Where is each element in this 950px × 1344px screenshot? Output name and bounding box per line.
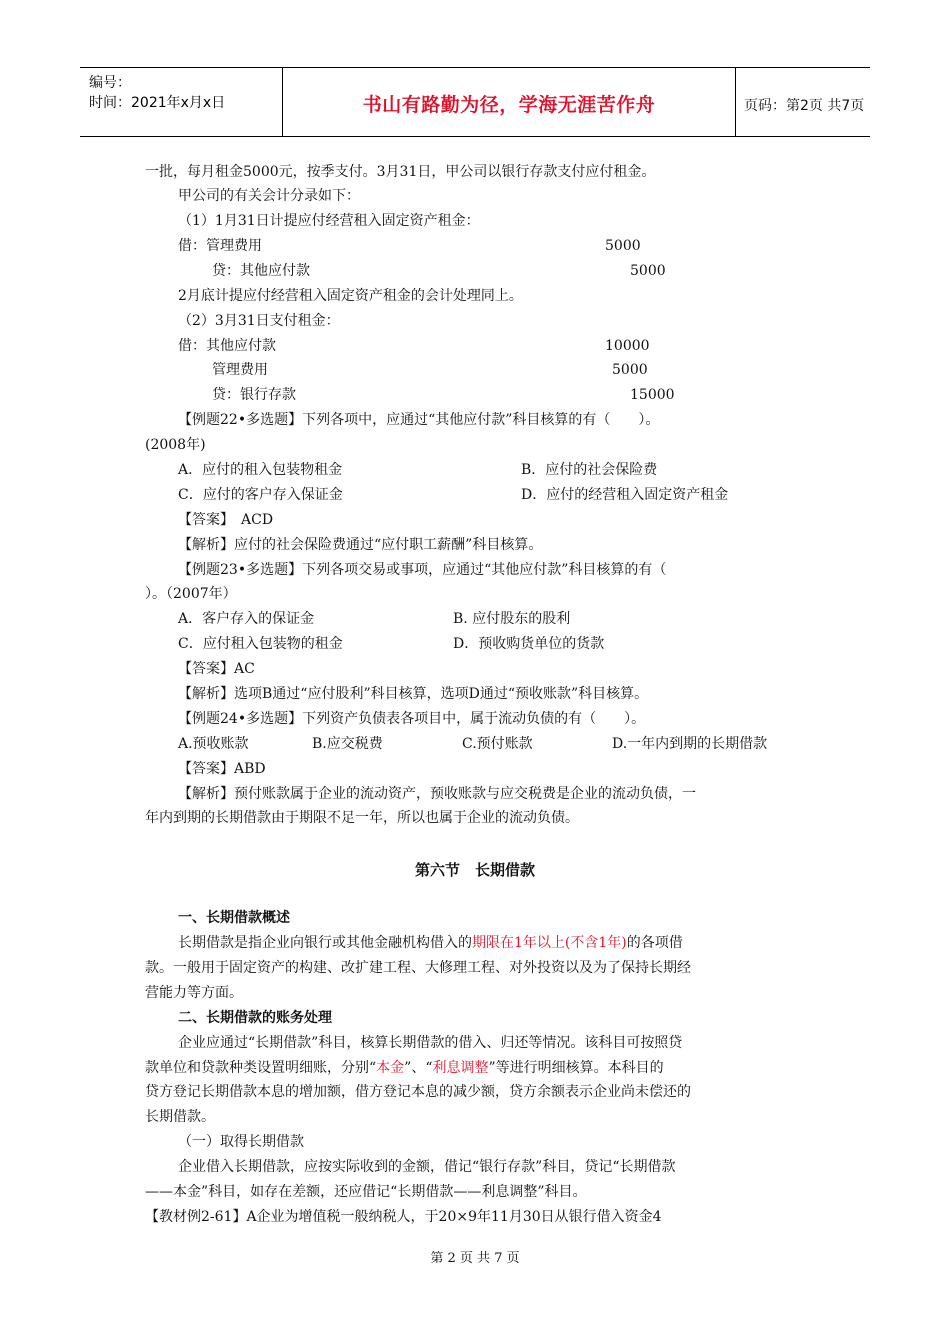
journal-credit-amount: 5000 [630, 263, 666, 279]
option-c: C.预付账款 [462, 736, 533, 752]
explanation-continued: 年内到期的长期借款由于期限不足一年，所以也属于企业的流动负债。 [145, 810, 579, 826]
option-b: B．应付的社会保险费 [521, 462, 658, 478]
answer: 【答案】 ACD [178, 512, 274, 528]
document-time-label: 时间：2021年x月x日 [89, 95, 226, 111]
document-number-label: 编号： [89, 75, 131, 91]
option-d: D．预收购货单位的货款 [453, 636, 605, 652]
body-line: 2月底计提应付经营租入固定资产租金的会计处理同上。 [178, 288, 523, 304]
header-page-number: 页码：第2页 共7页 [744, 98, 865, 114]
paragraph-line: 贷方登记长期借款本息的增加额，借方登记本息的减少额，贷方余额表示企业尚未偿还的 [145, 1084, 691, 1100]
option-d: D.一年内到期的长期借款 [612, 736, 768, 752]
header-left-cell [80, 68, 283, 136]
explanation: 【解析】应付的社会保险费通过“应付职工薪酬”科目核算。 [178, 537, 543, 553]
paragraph-line: 长期借款。 [145, 1109, 215, 1125]
header-page-cell [736, 68, 870, 136]
body-line: 甲公司的有关会计分录如下： [178, 188, 360, 204]
journal-credit-account: 贷：其他应付款 [212, 263, 310, 279]
text-run: 的各项借 [626, 935, 683, 951]
highlight-text: 期限在1年以上(不含1年) [472, 935, 627, 951]
option-a: A．客户存入的保证金 [178, 611, 315, 627]
journal-debit-account: 管理费用 [212, 362, 268, 378]
journal-debit-account: 借：其他应付款 [178, 338, 276, 354]
paragraph-line [145, 1058, 664, 1078]
answer: 【答案】ABD [178, 761, 266, 777]
option-c: C．应付租入包装物的租金 [178, 636, 343, 652]
journal-debit-amount: 10000 [605, 338, 650, 354]
question-22-year: (2008年) [145, 437, 206, 453]
text-run: ”、“ [404, 1060, 433, 1076]
paragraph-line: 【教材例2-61】A企业为增值税一般纳税人，于20×9年11月30日从银行借入资金4 [145, 1209, 662, 1225]
header-motto: 书山有路勤为径，学海无涯苦作舟 [362, 94, 656, 116]
body-line: 一批，每月租金5000元，按季支付。3月31日，甲公司以银行存款支付应付租金。 [145, 164, 656, 180]
highlight-text: 本金 [376, 1060, 405, 1076]
paragraph-line: ——本金”科目，如存在差额，还应借记“长期借款——利息调整”科目。 [145, 1184, 587, 1200]
explanation: 【解析】预付账款属于企业的流动资产，预收账款与应交税费是企业的流动负债，一 [178, 786, 696, 802]
option-b: B. 应付股东的股利 [453, 611, 571, 627]
journal-debit-amount: 5000 [612, 362, 648, 378]
journal-step-2: （2）3月31日支付租金： [178, 313, 340, 329]
text-run: 款单位和贷款种类设置明细账，分别“ [145, 1060, 377, 1076]
paragraph-line: 款。一般用于固定资产的构建、改扩建工程、大修理工程、对外投资以及为了保持长期经 [145, 960, 691, 976]
paragraph-line: 企业应通过“长期借款”科目，核算长期借款的借入、归还等情况。该科目可按照贷 [178, 1035, 683, 1051]
question-23-year: ）。（2007年） [145, 586, 237, 602]
page-header [80, 67, 870, 137]
subsection-heading: （一）取得长期借款 [178, 1134, 304, 1150]
journal-debit-account: 借：管理费用 [178, 238, 262, 254]
option-a: A．应付的租入包装物租金 [178, 462, 343, 478]
journal-credit-account: 贷：银行存款 [212, 387, 296, 403]
option-a: A.预收账款 [178, 736, 249, 752]
option-c: C．应付的客户存入保证金 [178, 487, 343, 503]
section-title: 第六节 长期借款 [414, 861, 535, 879]
page-footer: 第 2 页 共 7 页 [430, 1251, 520, 1266]
journal-step-1: （1）1月31日计提应付经营租入固定资产租金： [178, 213, 480, 229]
journal-credit-amount: 15000 [630, 387, 675, 403]
paragraph-line [178, 933, 683, 953]
question-24: 【例题24•多选题】下列资产负债表各项目中，属于流动负债的有（ ）。 [178, 711, 646, 727]
header-motto-cell [283, 68, 736, 136]
journal-debit-amount: 5000 [605, 238, 641, 254]
option-b: B.应交税费 [312, 736, 383, 752]
text-run: ”等进行明细核算。本科目的 [488, 1060, 664, 1076]
text-run: 长期借款是指企业向银行或其他金融机构借入的 [178, 935, 472, 951]
paragraph-line: 企业借入长期借款，应按实际收到的金额，借记“银行存款”科目，贷记“长期借款 [178, 1159, 676, 1175]
subsection-heading: 二、长期借款的账务处理 [178, 1010, 332, 1026]
option-d: D．应付的经营租入固定资产租金 [521, 487, 729, 503]
question-23: 【例题23•多选题】下列各项交易或事项，应通过“其他应付款”科目核算的有（ [178, 562, 667, 578]
subsection-heading: 一、长期借款概述 [178, 910, 290, 926]
highlight-text: 利息调整 [432, 1060, 489, 1076]
answer: 【答案】AC [178, 661, 255, 677]
paragraph-line: 营能力等方面。 [145, 985, 243, 1001]
question-22: 【例题22•多选题】下列各项中，应通过“其他应付款”科目核算的有（ ）。 [178, 412, 660, 428]
explanation: 【解析】选项B通过“应付股利”科目核算，选项D通过“预收账款”科目核算。 [178, 686, 649, 702]
